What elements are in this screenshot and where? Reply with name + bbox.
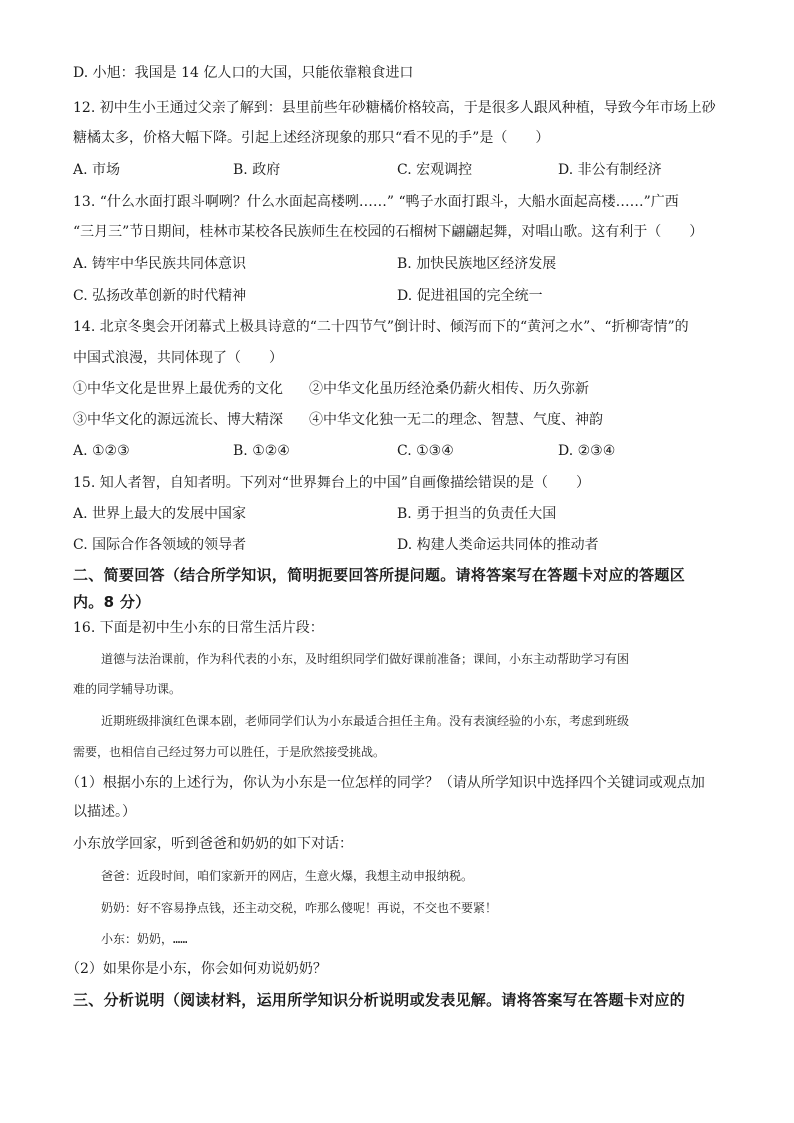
q16-dialogue-intro: 小东放学回家，听到爸爸和奶奶的如下对话： xyxy=(73,836,353,852)
q14-option-d: D. ②③④ xyxy=(558,443,616,459)
q15-option-a: A. 世界上最大的发展中国家 xyxy=(73,506,247,522)
q15-stem: 15. 知人者智，自知者明。下列对“世界舞台上的中国”自画像描绘错误的是（ ） xyxy=(73,475,591,491)
q13-stem-line1: 13. “什么水面打跟斗啊咧？什么水面起高楼咧……” “鸭子水面打跟斗，大船水面起高楼……”广西 xyxy=(73,194,679,210)
q14-stem-line2: 中国式浪漫，共同体现了（ ） xyxy=(73,350,283,366)
q14-statement-3: ③中华文化的源远流长、博大精深 xyxy=(73,412,283,428)
q14-option-b: B. ①②④ xyxy=(233,443,290,459)
q16-material1-line2: 难的同学辅导功课。 xyxy=(73,682,182,696)
q16-sub1-line2: 以描述。） xyxy=(73,804,136,820)
q14-stem-line1: 14. 北京冬奥会开闭幕式上极具诗意的“二十四节气”倒计时、倾泻而下的“黄河之水”、“折柳寄情”的 xyxy=(73,319,689,335)
q16-sub2: （2）如果你是小东，你会如何劝说奶奶？ xyxy=(66,961,327,977)
q16-sub1-line1: （1）根据小东的上述行为，你认为小东是一位怎样的同学？（请从所学知识中选择四个关键词或观点加 xyxy=(66,775,705,791)
q12-option-c: C. 宏观调控 xyxy=(397,162,473,178)
section2-heading-line2: 内。8 分） xyxy=(73,593,151,611)
q13-stem-line2: “三月三”节日期间，桂林市某校各民族师生在校园的石榴树下翩翩起舞，对唱山歌。这有利于（ ） xyxy=(73,224,704,240)
q12-option-a: A. 市场 xyxy=(73,162,121,178)
q14-statement-1: ①中华文化是世界上最优秀的文化 xyxy=(73,381,283,397)
q16-material1-line1: 道德与法治课前，作为科代表的小东，及时组织同学们做好课前准备；课间，小东主动帮助学习有困 xyxy=(101,652,630,666)
q12-stem-line2: 糖橘太多，价格大幅下降。引起上述经济现象的那只“看不见的手”是（ ） xyxy=(73,130,550,146)
q16-dialogue-xiaodong: 小东：奶奶，…… xyxy=(101,932,188,946)
q14-option-c: C. ①③④ xyxy=(397,443,454,459)
q13-option-d: D. 促进祖国的完全统一 xyxy=(397,288,543,304)
q12-stem-line1: 12. 初中生小王通过父亲了解到：县里前些年砂糖橘价格较高，于是很多人跟风种植，导致今年市场上砂 xyxy=(73,100,716,116)
q13-option-c: C. 弘扬改革创新的时代精神 xyxy=(73,288,247,304)
q12-option-b: B. 政府 xyxy=(233,162,281,178)
q13-option-a: A. 铸牢中华民族共同体意识 xyxy=(73,256,247,272)
q12-option-d: D. 非公有制经济 xyxy=(558,162,662,178)
section3-heading: 三、分析说明（阅读材料，运用所学知识分析说明或发表见解。请将答案写在答题卡对应的 xyxy=(73,991,686,1009)
q14-option-a: A. ①②③ xyxy=(73,443,130,459)
q16-dialogue-dad: 爸爸：近段时间，咱们家新开的网店，生意火爆，我想主动申报纳税。 xyxy=(101,869,474,883)
q14-statement-4: ④中华文化独一无二的理念、智慧、气度、神韵 xyxy=(309,412,603,428)
q14-statement-2: ②中华文化虽历经沧桑仍薪火相传、历久弥新 xyxy=(309,381,589,397)
q11-option-d: D. 小旭：我国是 14 亿人口的大国，只能依靠粮食进口 xyxy=(73,65,414,81)
q15-option-d: D. 构建人类命运共同体的推动者 xyxy=(397,537,599,553)
section2-heading-line1: 二、简要回答（结合所学知识，简明扼要回答所提问题。请将答案写在答题卡对应的答题区 xyxy=(73,566,686,584)
q16-intro: 16. 下面是初中生小东的日常生活片段： xyxy=(73,620,324,636)
q15-option-b: B. 勇于担当的负责任大国 xyxy=(397,506,557,522)
q16-dialogue-grandma: 奶奶：好不容易挣点钱，还主动交税，咋那么傻呢！再说，不交也不要紧！ xyxy=(101,901,498,915)
q16-material2-line2: 需要，也相信自己经过努力可以胜任，于是欣然接受挑战。 xyxy=(73,745,386,759)
q15-option-c: C. 国际合作各领域的领导者 xyxy=(73,537,247,553)
q13-option-b: B. 加快民族地区经济发展 xyxy=(397,256,557,272)
q16-material2-line1: 近期班级排演红色课本剧，老师同学们认为小东最适合担任主角。没有表演经验的小东，考虑到班级 xyxy=(101,714,630,728)
